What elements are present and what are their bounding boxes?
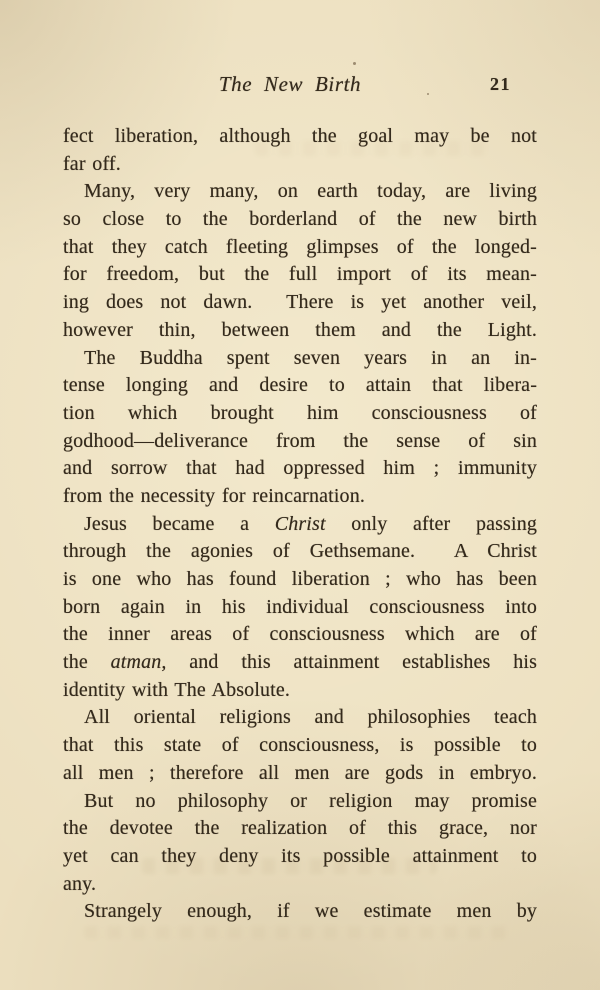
text-line: all men ; therefore all men are gods in embryo.	[63, 761, 537, 784]
text-line: But no philosophy or religion may promise	[84, 789, 537, 812]
text-line: ing does not dawn. There is yet another veil,	[63, 291, 537, 314]
text-line: through the agonies of Gethsemane. A Christ	[63, 540, 537, 563]
paper-speckle	[427, 93, 429, 95]
text-segment: Jesus became a	[84, 512, 275, 535]
text-line: however thin, between them and the Light.	[63, 318, 537, 341]
text-line: is one who has found liberation ; who has been	[63, 568, 537, 590]
show-through-smudge	[142, 858, 437, 874]
text-line: identity with The Absolute.	[63, 678, 291, 701]
text-line: tion which brought him consciousness of	[63, 401, 537, 424]
text-line	[63, 649, 537, 677]
show-through-smudge	[255, 141, 490, 156]
page-text	[63, 123, 537, 926]
text-line: born again in his individual consciousness into	[63, 595, 537, 618]
text-line	[63, 511, 537, 539]
text-line: yet can they deny its possible attainment to	[63, 844, 537, 867]
text-line: The Buddha spent seven years in an in-	[84, 346, 537, 369]
page-title: The New Birth	[218, 72, 362, 96]
show-through-smudge	[84, 926, 509, 939]
text-line: and sorrow that had oppressed him ; immunity	[63, 457, 537, 480]
text-line: for freedom, but the full import of its mean-	[63, 263, 537, 286]
italic-word: atman,	[110, 651, 167, 674]
text-line: tense longing and desire to attain that libera-	[63, 374, 537, 397]
text-segment: the	[63, 651, 111, 674]
text-line: godhood—deliverance from the sense of sin	[63, 429, 537, 452]
text-line: Many, very many, on earth today, are living	[84, 180, 537, 203]
running-head	[63, 72, 537, 100]
text-line: any.	[63, 872, 97, 895]
text-line: that this state of consciousness, is possible to	[63, 734, 537, 757]
paper-speckle	[353, 62, 356, 65]
italic-word: Christ	[274, 512, 326, 535]
text-line: fect liberation, although the goal may be not	[63, 125, 537, 147]
page-number: 21	[490, 74, 511, 94]
text-line: the inner areas of consciousness which are of	[63, 623, 537, 646]
text-line: from the necessity for reincarnation.	[63, 484, 365, 507]
text-line: All oriental religions and philosophies teach	[84, 706, 537, 729]
text-line: so close to the borderland of the new birth	[63, 208, 537, 231]
text-line: Strangely enough, if we estimate men by	[84, 900, 537, 923]
text-segment: only after passing	[325, 512, 537, 535]
text-line: the devotee the realization of this grace, nor	[63, 817, 537, 840]
text-line: that they catch fleeting glimpses of the longed-	[63, 235, 537, 258]
text-segment: and this attainment establishes his	[166, 651, 537, 674]
text-line: far off.	[63, 152, 121, 175]
